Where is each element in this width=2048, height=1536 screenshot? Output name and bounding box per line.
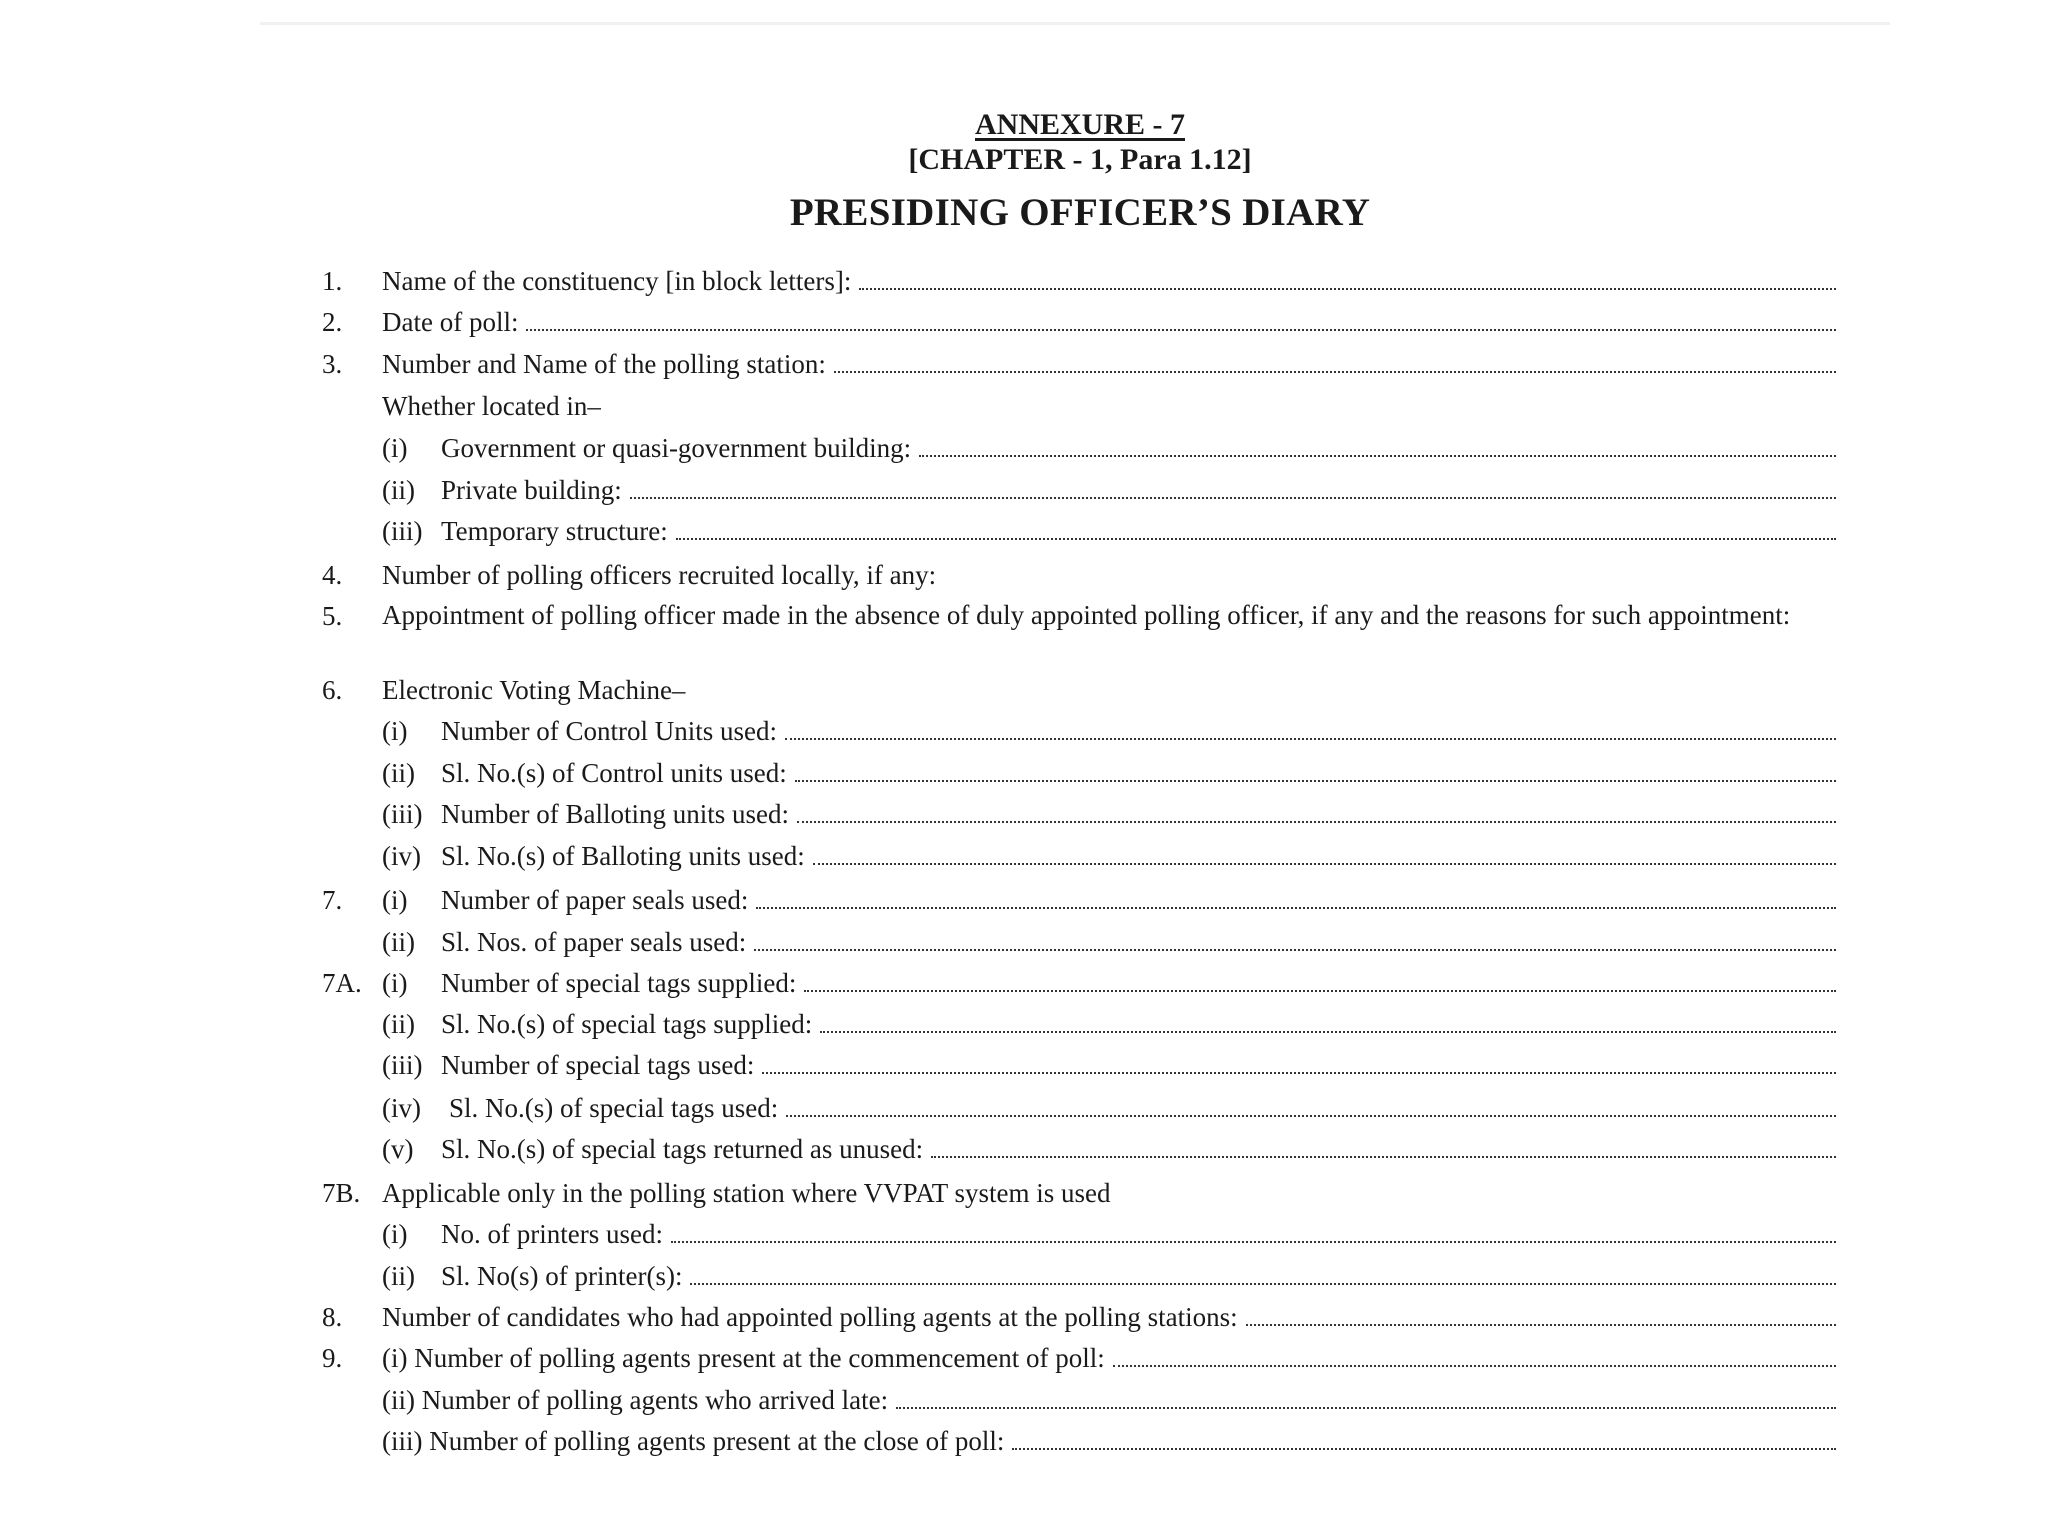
fill-in-blank-line[interactable] xyxy=(931,1155,1836,1158)
sub-item-marker: (i) xyxy=(382,716,408,746)
item-text: Sl. Nos. of paper seals used: xyxy=(441,927,747,957)
chapter-reference: [CHAPTER - 1, Para 1.12] xyxy=(908,143,1252,176)
item-body xyxy=(382,713,1836,749)
fill-in-blank-line[interactable] xyxy=(1246,1323,1836,1326)
form-item xyxy=(0,557,2048,593)
item-body xyxy=(382,1340,1836,1376)
item-text: (i) Number of polling agents present at the commencement of poll: xyxy=(382,1343,1105,1373)
item-number: 4. xyxy=(322,560,343,590)
item-text: Sl. No.(s) of Balloting units used: xyxy=(441,841,805,871)
fill-in-blank-line[interactable] xyxy=(690,1282,1836,1285)
fill-in-blank-line[interactable] xyxy=(859,287,1836,290)
form-item xyxy=(0,1006,2048,1042)
sub-item-marker: (v) xyxy=(382,1134,414,1164)
form-item xyxy=(0,1131,2048,1167)
fill-in-blank-line[interactable] xyxy=(1012,1447,1836,1450)
annexure-heading: ANNEXURE - 7 xyxy=(975,108,1185,141)
item-body xyxy=(382,924,1836,960)
item-text: Appointment of polling officer made in the absence of duly appointed polling officer, if any and the reasons for such appointment: xyxy=(382,600,1791,630)
form-item xyxy=(0,388,2048,424)
item-text: Number of polling officers recruited locally, if any: xyxy=(382,560,937,590)
item-number: 7. xyxy=(322,885,343,915)
form-item xyxy=(0,1216,2048,1252)
item-body xyxy=(382,1175,1836,1211)
fill-in-blank-line[interactable] xyxy=(526,328,1836,331)
item-body xyxy=(382,1382,1836,1418)
fill-in-blank-line[interactable] xyxy=(919,454,1836,457)
form-item xyxy=(0,1258,2048,1294)
item-body xyxy=(382,1423,1836,1459)
item-text: Number of Balloting units used: xyxy=(441,799,789,829)
item-body xyxy=(382,1090,1836,1126)
item-text: Sl. No.(s) of special tags supplied: xyxy=(441,1009,813,1039)
sub-item-marker: (ii) xyxy=(382,927,415,957)
item-body xyxy=(382,472,1836,508)
item-text: Number of candidates who had appointed polling agents at the polling stations: xyxy=(382,1302,1238,1332)
fill-in-blank-line[interactable] xyxy=(804,989,1836,992)
item-text: No. of printers used: xyxy=(441,1219,663,1249)
item-text: Sl. No.(s) of special tags returned as unused: xyxy=(441,1134,924,1164)
document-title: PRESIDING OFFICER’S DIARY xyxy=(789,191,1371,234)
fill-in-blank-line[interactable] xyxy=(630,496,1836,499)
form-item xyxy=(0,924,2048,960)
item-number: 7A. xyxy=(322,968,362,998)
item-text: Number of special tags supplied: xyxy=(441,968,797,998)
form-item xyxy=(0,965,2048,1001)
fill-in-blank-line[interactable] xyxy=(676,537,1836,540)
item-body xyxy=(382,796,1836,832)
item-body xyxy=(382,1006,1836,1042)
item-text: Number of paper seals used: xyxy=(441,885,749,915)
form-item xyxy=(0,1382,2048,1418)
item-text: Private building: xyxy=(441,475,622,505)
form-item xyxy=(0,882,2048,918)
fill-in-blank-line[interactable] xyxy=(1113,1364,1836,1367)
form-item xyxy=(0,304,2048,340)
item-text: Date of poll: xyxy=(382,307,519,337)
form-item xyxy=(0,796,2048,832)
fill-in-blank-line[interactable] xyxy=(795,779,1836,782)
sub-item-marker: (ii) xyxy=(382,1261,415,1291)
form-item xyxy=(0,513,2048,549)
item-body xyxy=(382,1047,1836,1083)
item-text: Temporary structure: xyxy=(441,516,668,546)
item-text: Number of special tags used: xyxy=(441,1050,755,1080)
fill-in-blank-line[interactable] xyxy=(813,862,1836,865)
sub-item-marker: (iv) xyxy=(382,1093,421,1123)
item-number: 5. xyxy=(322,601,343,631)
item-text: Name of the constituency [in block letters]: xyxy=(382,266,852,296)
item-text: Sl. No.(s) of Control units used: xyxy=(441,758,787,788)
sub-item-marker: (i) xyxy=(382,433,408,463)
form-item xyxy=(0,838,2048,874)
item-number: 3. xyxy=(322,349,343,379)
item-body xyxy=(382,1258,1836,1294)
item-text: (iii) Number of polling agents present at the close of poll: xyxy=(382,1426,1005,1456)
item-number: 1. xyxy=(322,266,343,296)
form-item xyxy=(0,713,2048,749)
fill-in-blank-line[interactable] xyxy=(820,1030,1836,1033)
fill-in-blank-line[interactable] xyxy=(797,820,1836,823)
item-body xyxy=(382,388,1836,424)
form-item xyxy=(0,1175,2048,1211)
item-body xyxy=(382,755,1836,791)
fill-in-blank-line[interactable] xyxy=(786,1114,1836,1117)
fill-in-blank-line[interactable] xyxy=(754,948,1836,951)
item-text: Number and Name of the polling station: xyxy=(382,349,826,379)
item-number: 6. xyxy=(322,675,343,705)
item-text: Number of Control Units used: xyxy=(441,716,777,746)
form-item xyxy=(0,1299,2048,1335)
item-text: Government or quasi-government building: xyxy=(441,433,912,463)
form-item xyxy=(0,1423,2048,1459)
item-body xyxy=(382,1131,1836,1167)
item-body xyxy=(382,1216,1836,1252)
form-item xyxy=(0,755,2048,791)
form-item xyxy=(0,1090,2048,1126)
sub-item-marker: (ii) xyxy=(382,758,415,788)
item-text: Electronic Voting Machine– xyxy=(382,675,686,705)
form-item xyxy=(0,672,2048,708)
item-text: (ii) Number of polling agents who arrived late: xyxy=(382,1385,889,1415)
form-item xyxy=(0,430,2048,466)
item-body xyxy=(382,882,1836,918)
form-item xyxy=(0,1047,2048,1083)
form-item xyxy=(0,1340,2048,1376)
fill-in-blank-line[interactable] xyxy=(756,906,1836,909)
item-body xyxy=(382,263,1836,299)
item-number: 8. xyxy=(322,1302,343,1332)
sub-item-marker: (i) xyxy=(382,885,408,915)
item-body xyxy=(382,304,1836,340)
item-body xyxy=(382,557,1836,593)
fill-in-blank-line[interactable] xyxy=(834,370,1836,373)
item-body xyxy=(382,430,1836,466)
form-item xyxy=(0,346,2048,382)
item-number: 9. xyxy=(322,1343,343,1373)
fill-in-blank-line[interactable] xyxy=(762,1071,1836,1074)
fill-in-blank-line[interactable] xyxy=(671,1240,1836,1243)
form-item xyxy=(0,263,2048,299)
sub-item-marker: (ii) xyxy=(382,475,415,505)
item-text: Sl. No.(s) of special tags used: xyxy=(449,1093,779,1123)
item-body xyxy=(382,672,1836,708)
sub-item-marker: (i) xyxy=(382,1219,408,1249)
item-text: Whether located in– xyxy=(382,391,601,421)
item-body xyxy=(382,1299,1836,1335)
item-number: 7B. xyxy=(322,1178,361,1208)
sub-item-marker: (iii) xyxy=(382,1050,423,1080)
item-text: Applicable only in the polling station where VVPAT system is used xyxy=(382,1178,1111,1208)
sub-item-marker: (i) xyxy=(382,968,408,998)
fill-in-blank-line[interactable] xyxy=(896,1406,1836,1409)
sub-item-marker: (iv) xyxy=(382,841,421,871)
fill-in-blank-line[interactable] xyxy=(785,737,1836,740)
sub-item-marker: (iii) xyxy=(382,799,423,829)
item-body xyxy=(382,346,1836,382)
item-body xyxy=(382,513,1836,549)
sub-item-marker: (iii) xyxy=(382,516,423,546)
form-item xyxy=(0,472,2048,508)
item-body xyxy=(382,965,1836,1001)
item-text: Sl. No(s) of printer(s): xyxy=(441,1261,683,1291)
sub-item-marker: (ii) xyxy=(382,1009,415,1039)
item-body xyxy=(382,838,1836,874)
item-number: 2. xyxy=(322,307,343,337)
